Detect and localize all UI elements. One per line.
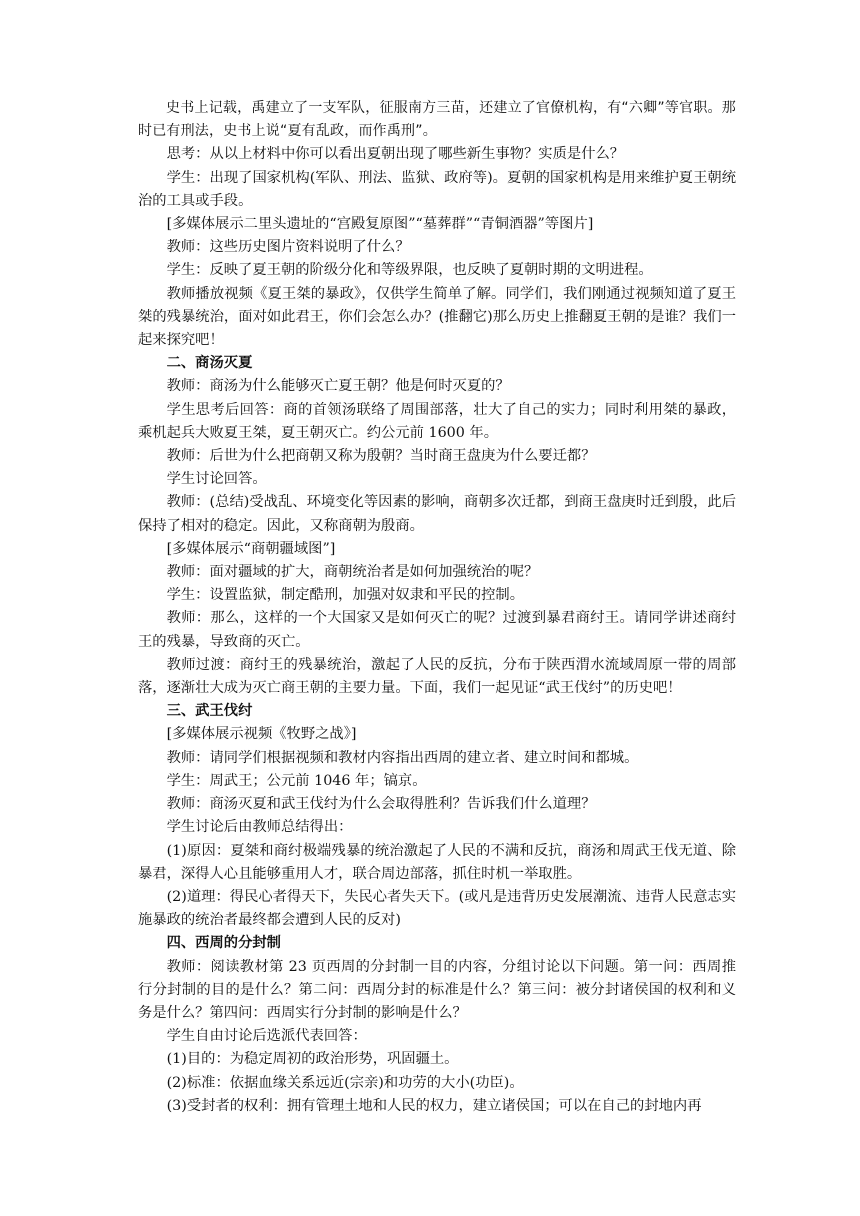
paragraph-teacher-question: 教师：这些历史图片资料说明了什么？ bbox=[166, 239, 410, 256]
paragraph-teacher-question: 教师：商汤为什么能够灭亡夏王朝？他是何时灭夏的？ bbox=[166, 378, 510, 395]
paragraph-teacher-task: 教师：阅读教材第 23 页西周的分封制一目的内容，分组讨论以下问题。第一问：西周推行分封制的目的是什么？第二问：西周分封的标准是什么？第三问：被分封诸侯国的权利和义务是什么？第四问：西周实行分封制的影响是什么？ bbox=[138, 958, 736, 1021]
paragraph-student-discussion: 学生自由讨论后选派代表回答： bbox=[166, 1028, 367, 1045]
paragraph-think-question: 思考：从以上材料中你可以看出夏朝出现了哪些新生事物？实质是什么？ bbox=[166, 146, 625, 163]
paragraph-teacher-question: 教师：那么，这样的一个大国家又是如何灭亡的呢？过渡到暴君商纣王。请同学讲述商纣王的残暴，导致商的灭亡。 bbox=[138, 610, 736, 650]
paragraph-reason: (1)原因：夏桀和商纣极端残暴的统治激起了人民的不满和反抗，商汤和周武王伐无道、除暴君，深得人心且能够重用人才，联合周边部落，抓住时机一举取胜。 bbox=[138, 842, 736, 882]
paragraph-historical-record: 史书上记载，禹建立了一支军队，征服南方三苗，还建立了官僚机构，有“六卿”等官职。那时已有刑法，史书上说“夏有乱政，而作禹刑”。 bbox=[138, 100, 736, 140]
paragraph-teacher-video: 教师播放视频《夏王桀的暴政》，仅供学生简单了解。同学们，我们刚通过视频知道了夏王桀的残暴统治，面对如此君王，你们会怎么办？(推翻它)那么历史上推翻夏王朝的是谁？我们一起来探究吧！ bbox=[138, 285, 736, 349]
paragraph-student-discussion: 学生讨论回答。 bbox=[166, 471, 267, 488]
section-heading-shang-tang: 二、商汤灭夏 bbox=[166, 355, 253, 372]
paragraph-teacher-question: 教师：商汤灭夏和武王伐纣为什么会取得胜利？告诉我们什么道理？ bbox=[166, 796, 596, 813]
paragraph-teacher-question: 教师：请同学们根据视频和教材内容指出西周的建立者、建立时间和都城。 bbox=[166, 749, 639, 766]
paragraph-student-discussion: 学生讨论后由教师总结得出： bbox=[166, 819, 353, 836]
paragraph-student-answer: 学生：周武王；公元前 1046 年；镐京。 bbox=[166, 772, 427, 789]
paragraph-student-answer: 学生思考后回答：商的首领汤联络了周围部落，壮大了自己的实力；同时利用桀的暴政，乘机起兵大败夏王桀，夏王朝灭亡。约公元前 1600 年。 bbox=[138, 401, 736, 441]
paragraph-teacher-question: 教师：面对疆域的扩大，商朝统治者是如何加强统治的呢？ bbox=[166, 564, 539, 581]
section-heading-fenfeng: 四、西周的分封制 bbox=[166, 935, 281, 952]
paragraph-purpose: (1)目的：为稳定周初的政治形势，巩固疆土。 bbox=[166, 1051, 459, 1068]
section-heading-wuwang: 三、武王伐纣 bbox=[166, 703, 253, 720]
paragraph-teacher-summary: 教师：(总结)受战乱、环境变化等因素的影响，商朝多次迁都，到商王盘庚时迁到殷，此后保持了相对的稳定。因此，又称商朝为殷商。 bbox=[138, 494, 736, 534]
paragraph-standard: (2)标准：依据血缘关系远近(宗亲)和功劳的大小(功臣)。 bbox=[166, 1074, 524, 1091]
paragraph-teacher-transition: 教师过渡：商纣王的残暴统治，激起了人民的反抗，分布于陕西渭水流域周原一带的周部落，逐渐壮大成为灭亡商王朝的主要力量。下面，我们一起见证“武王伐纣”的历史吧！ bbox=[138, 656, 736, 697]
paragraph-multimedia-note: [多媒体展示“商朝疆域图”] bbox=[166, 540, 336, 557]
paragraph-student-answer: 学生：反映了夏王朝的阶级分化和等级界限，也反映了夏朝时期的文明进程。 bbox=[166, 262, 653, 279]
document-page bbox=[138, 97, 736, 1118]
paragraph-principle: (2)道理：得民心者得天下，失民心者失天下。(或凡是违背历史发展潮流、违背人民意志实施暴政的统治者最终都会遭到人民的反对) bbox=[138, 888, 736, 929]
paragraph-multimedia-note: [多媒体展示二里头遗址的“宫殿复原图”“墓葬群”“青铜酒器”等图片] bbox=[166, 216, 594, 233]
paragraph-student-answer: 学生：出现了国家机构(军队、刑法、监狱、政府等)。夏朝的国家机构是用来维护夏王朝统治的工具或手段。 bbox=[138, 169, 736, 209]
paragraph-teacher-question: 教师：后世为什么把商朝又称为殷朝？当时商王盘庚为什么要迁都？ bbox=[166, 448, 596, 465]
paragraph-rights: (3)受封者的权利：拥有管理土地和人民的权力，建立诸侯国；可以在自己的封地内再 bbox=[166, 1097, 702, 1114]
paragraph-multimedia-note: [多媒体展示视频《牧野之战》] bbox=[166, 726, 357, 743]
paragraph-student-answer: 学生：设置监狱，制定酷刑，加强对奴隶和平民的控制。 bbox=[166, 587, 525, 604]
